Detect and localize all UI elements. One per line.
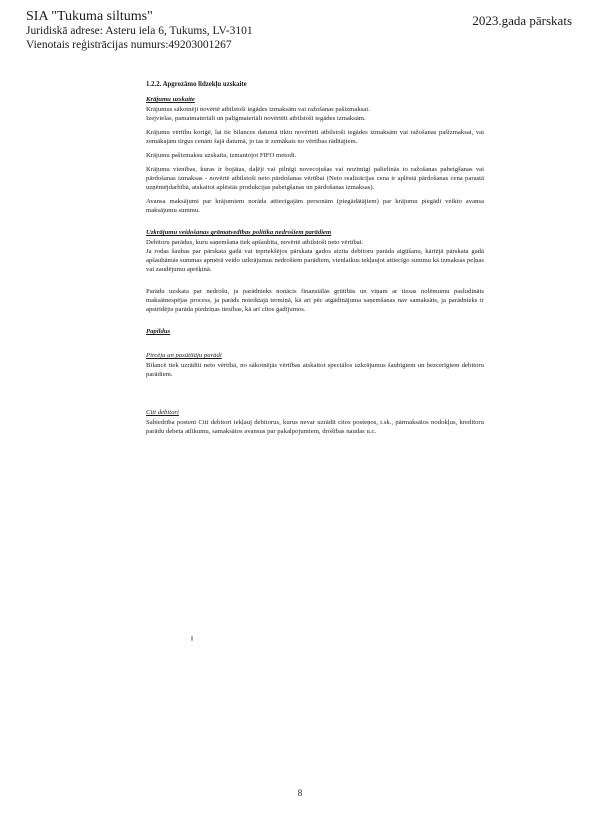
provisions-p1b: Ja rodas šaubas par pārskata gadā vai iepriekšējos pārskata gados atzīta debitoru parāda atgūšanu, kārtējā pārskata gadā apšaubāmās summas apmērā veido uzkrājumus nedrošiem parādiem, vienlaikus iekļaujot attiecīgo summu kā izmaksas peļņas vai zaudējumu aprēķinā. xyxy=(146,248,484,273)
section-title: 1.2.2. Apgrozāmo līdzekļu uzskaite xyxy=(146,81,247,88)
inventory-heading: Krājumu uzskaite xyxy=(146,96,195,103)
provisions-p2: Parādu uzskata par nedrošu, ja parādnieks nonācis finansiālās grūtībās un viņam ar tiesas nolēmumu pasludināts maksātnespējas process, ja parāds noteiktajā termiņā, kā arī pēc atgādinājuma saņemšanas nav samaksāts, ja parādnieks ir apstrīdējis parāda piedziņas tiesības, kā arī citos gadījumos. xyxy=(146,288,484,313)
document-header xyxy=(26,10,253,52)
registration-number: Vienotais reģistrācijas numurs:49203001267 xyxy=(26,39,232,51)
report-title: 2023.gada pārskats xyxy=(472,13,572,28)
additions-heading: Papildus xyxy=(146,328,171,335)
provisions-paragraph xyxy=(146,238,484,274)
inventory-p3: Krājumu pašizmaksu uzskaita, izmantojot FIFO metodi. xyxy=(146,152,297,159)
other-debtors-heading: Citi debitori xyxy=(146,409,179,416)
inventory-p4: Krājumu vienības, kuras ir bojātas, daļēji vai pilnīgi novecojušas vai nozīmīgi palielinās to ražošanas pabeigšanas vai pārdošanas izmaksas - novērtē atbilstoši neto pārdošanas vērtībai (Neto realizācijas cena ir aplēstā pārdošanas cena parastā uzņēmējdarbībā, atskaitot aplēstās produkcijas pabeigšanas un pārdošanas izmaksas). xyxy=(146,166,484,191)
legal-address: Juridiskā adrese: Asteru iela 6, Tukums, LV-3101 xyxy=(26,25,253,37)
page-number: 8 xyxy=(297,788,303,798)
buyers-heading: Pircēju un pasūtītāju parādi xyxy=(146,352,222,359)
inventory-paragraph xyxy=(146,105,484,123)
company-name: SIA "Tukuma siltums" xyxy=(26,9,153,24)
scan-speck xyxy=(191,636,193,641)
provisions-heading: Uzkrājumu veidošanas grāmatvedības politika nedrošiem parādiem xyxy=(146,229,332,236)
buyers-text: Bilancē tiek uzrādīti neto vērtībā, no sākotnējās vērtības atskaitot speciālos uzkrājumus šaubīgiem un bezcerīgiem debitoru parādiem. xyxy=(146,362,484,378)
inventory-p1b: Izejvielas, pamatmateriāli un palīgmateriāli novērtēti atbilstoši iegādes izmaksām. xyxy=(146,115,366,122)
other-debtors-text: Sabiedrība postenī Citi debitori iekļauj debitorus, kurus nevar uzrādīt citos posteņos, t.sk., pārmaksātos nodokļus, kreditoru parādu debeta atlikumu, samaksātos avansus par pakalpojumiem, drošības naudas u.c. xyxy=(146,419,484,435)
provisions-p1a: Debitoru parādus, kuru saņemšana tiek apšaubīta, novērtē atbilstoši neto vērtībai. xyxy=(146,239,364,246)
inventory-p5: Avansa maksājumi par krājumiem norāda attiecīgajām personām (piegādātājiem) par krājumu piegādi veikto avansa maksājumu summu. xyxy=(146,198,484,214)
inventory-p1a: Krājumus sākotnēji novērtē atbilstoši iegādes izmaksām vai ražošanas pašizmaksai. xyxy=(146,106,370,113)
document-body xyxy=(146,80,484,441)
inventory-p2: Krājumu vērtību koriģē, lai tie bilances datumā tiktu novērtēti atbilstoši iegādes izmaksām vai ražošanas pašizmaksai, vai zemākajām tirgus cenām šajā datumā, jo tas ir zemākais no vērtības rādītājiem. xyxy=(146,129,484,145)
